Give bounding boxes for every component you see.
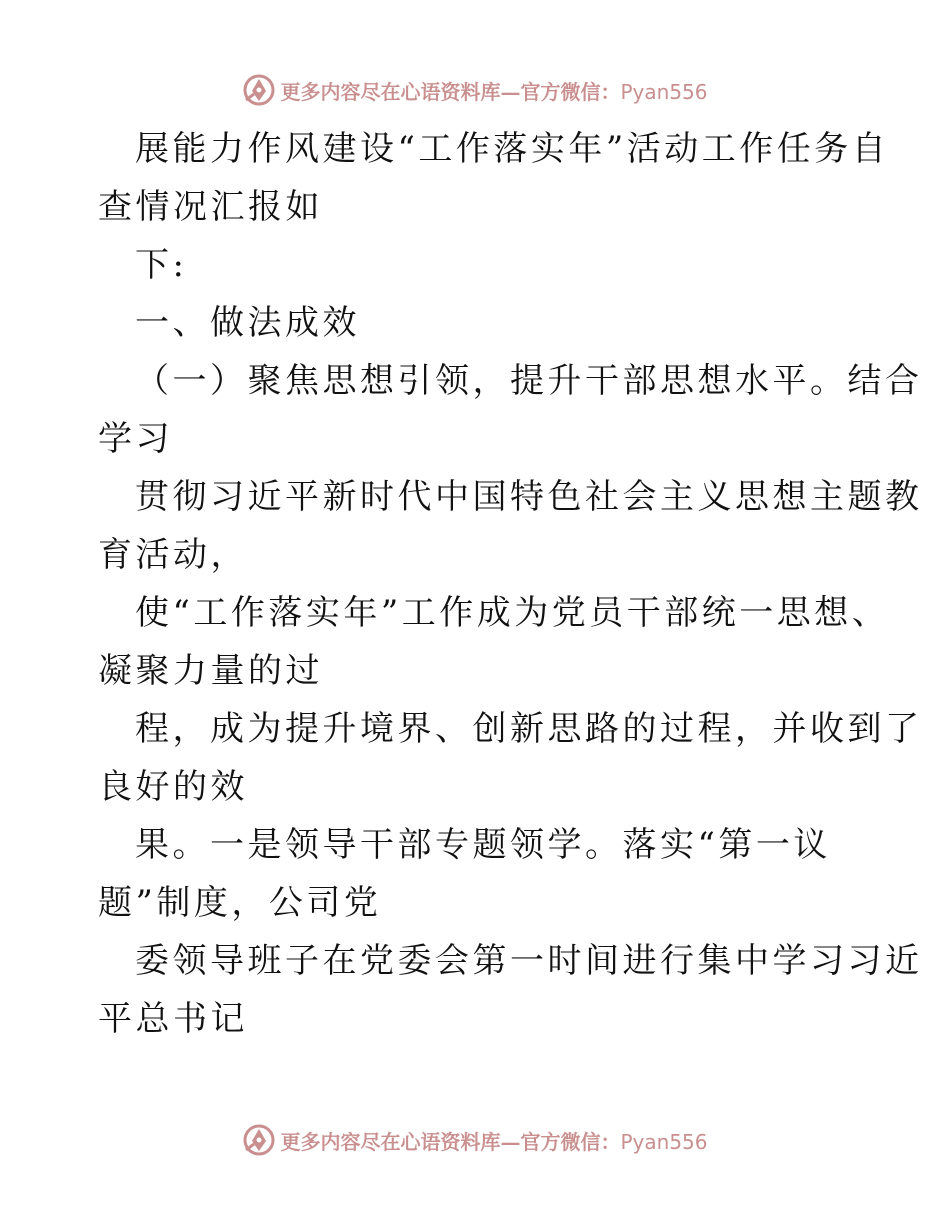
text-line: （一）聚焦思想引领，提升干部思想水平。结合 [135,361,923,401]
text-line: 展能力作风建设“工作落实年”活动工作任务自 [135,129,890,169]
text-line: 下: [135,245,188,285]
text-line: 凝聚力量的过 [98,651,323,691]
text-line: 贯彻习近平新时代中国特色社会主义思想主题教 [135,477,923,517]
text-line: 良好的效 [98,767,248,807]
header-watermark [0,70,950,110]
text-line: 题”制度，公司党 [98,883,382,923]
watermark-text: 更多内容尽在心语资料库—官方微信：Pyan556 [280,1129,708,1154]
section-heading: 一、做法成效 [135,303,360,343]
pen-nib-logo-icon [242,1123,276,1157]
text-line: 委领导班子在党委会第一时间进行集中学习习近 [135,941,923,981]
text-line: 使“工作落实年”工作成为党员干部统一思想、 [135,593,890,633]
text-line: 学习 [98,419,173,459]
pen-nib-logo-icon [242,73,276,107]
watermark-text: 更多内容尽在心语资料库—官方微信：Pyan556 [280,79,708,104]
text-line: 平总书记 [98,999,248,1039]
text-line: 育活动， [98,535,248,575]
footer-watermark [0,1120,950,1160]
text-line: 果。一是领导干部专题领学。落实“第一议 [135,825,831,865]
text-line: 查情况汇报如 [98,187,323,227]
text-line: 程，成为提升境界、创新思路的过程，并收到了 [135,709,923,749]
